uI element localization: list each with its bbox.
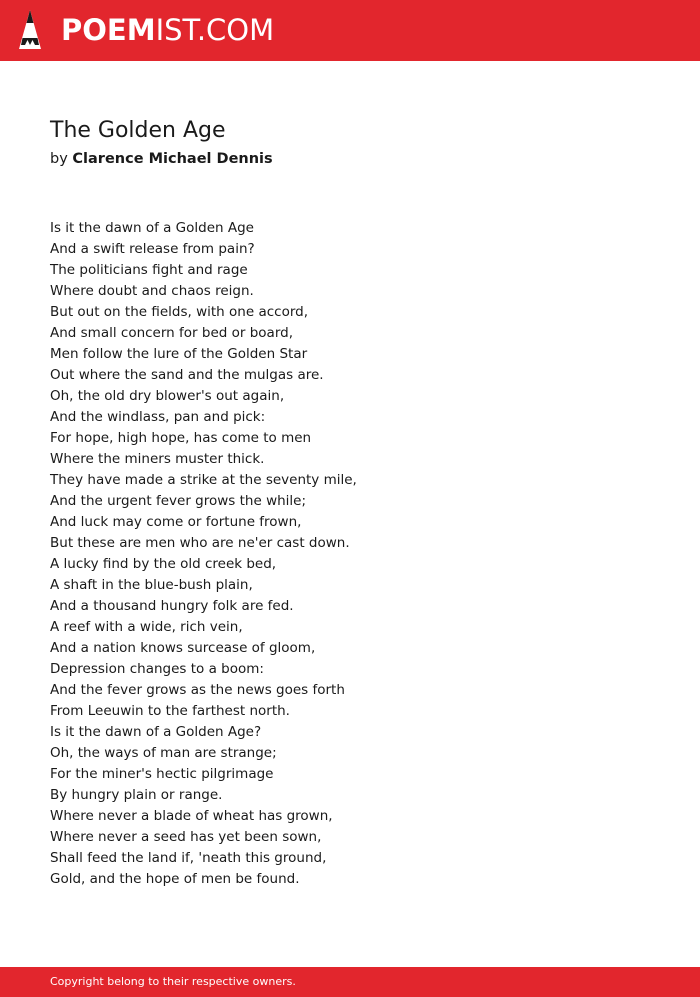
poem-line: By hungry plain or range. [50, 787, 223, 803]
poem-line: Gold, and the hope of men be found. [50, 871, 300, 887]
poem-line: Men follow the lure of the Golden Star [50, 346, 308, 362]
poem-line: From Leeuwin to the farthest north. [50, 703, 290, 719]
poem-line: Where the miners muster thick. [50, 451, 265, 467]
author-name: Clarence Michael Dennis [72, 151, 273, 167]
poem-line: And the fever grows as the news goes forth [50, 682, 345, 698]
site-header [0, 0, 700, 61]
poem-line: And a swift release from pain? [50, 241, 255, 257]
site-logo[interactable] [61, 12, 274, 48]
poem-line: A shaft in the blue-bush plain, [50, 577, 253, 593]
poem-line: Oh, the ways of man are strange; [50, 745, 277, 761]
pencil-icon[interactable] [18, 9, 42, 51]
poem-line: And the urgent fever grows the while; [50, 493, 307, 509]
poem-line: And the windlass, pan and pick: [50, 409, 266, 425]
poem-title: The Golden Age [50, 118, 226, 143]
poem-line: Where never a seed has yet been sown, [50, 829, 322, 845]
poem-line: And small concern for bed or board, [50, 325, 293, 341]
poem-line: For hope, high hope, has come to men [50, 430, 312, 446]
poem-line: Depression changes to a boom: [50, 661, 264, 677]
byline [50, 148, 273, 170]
poem-line: A lucky find by the old creek bed, [50, 556, 277, 572]
poem-line: For the miner's hectic pilgrimage [50, 766, 274, 782]
poem-line: And a thousand hungry folk are fed. [50, 598, 294, 614]
poem-line: A reef with a wide, rich vein, [50, 619, 243, 635]
poem-line: Shall feed the land if, 'neath this ground, [50, 850, 327, 866]
poem-body [50, 218, 357, 890]
poem-line: And a nation knows surcease of gloom, [50, 640, 316, 656]
poem-line: Where never a blade of wheat has grown, [50, 808, 333, 824]
poem-line: Oh, the old dry blower's out again, [50, 388, 285, 404]
logo-text-bold: POEM [61, 13, 156, 47]
poem-line: But out on the fields, with one accord, [50, 304, 308, 320]
poem-line: They have made a strike at the seventy mile, [50, 472, 357, 488]
site-footer [0, 967, 700, 997]
poem-line: Out where the sand and the mulgas are. [50, 367, 324, 383]
copyright-notice: Copyright belong to their respective owners. [50, 975, 296, 988]
poem-line: And luck may come or fortune frown, [50, 514, 302, 530]
poem-line: Is it the dawn of a Golden Age? [50, 724, 262, 740]
poem-line: But these are men who are ne'er cast down. [50, 535, 350, 551]
poem-line: Is it the dawn of a Golden Age [50, 220, 254, 236]
byline-prefix: by [50, 151, 68, 167]
logo-text-light: IST.COM [155, 13, 275, 47]
poem-line: The politicians fight and rage [50, 262, 248, 278]
poem-line: Where doubt and chaos reign. [50, 283, 254, 299]
